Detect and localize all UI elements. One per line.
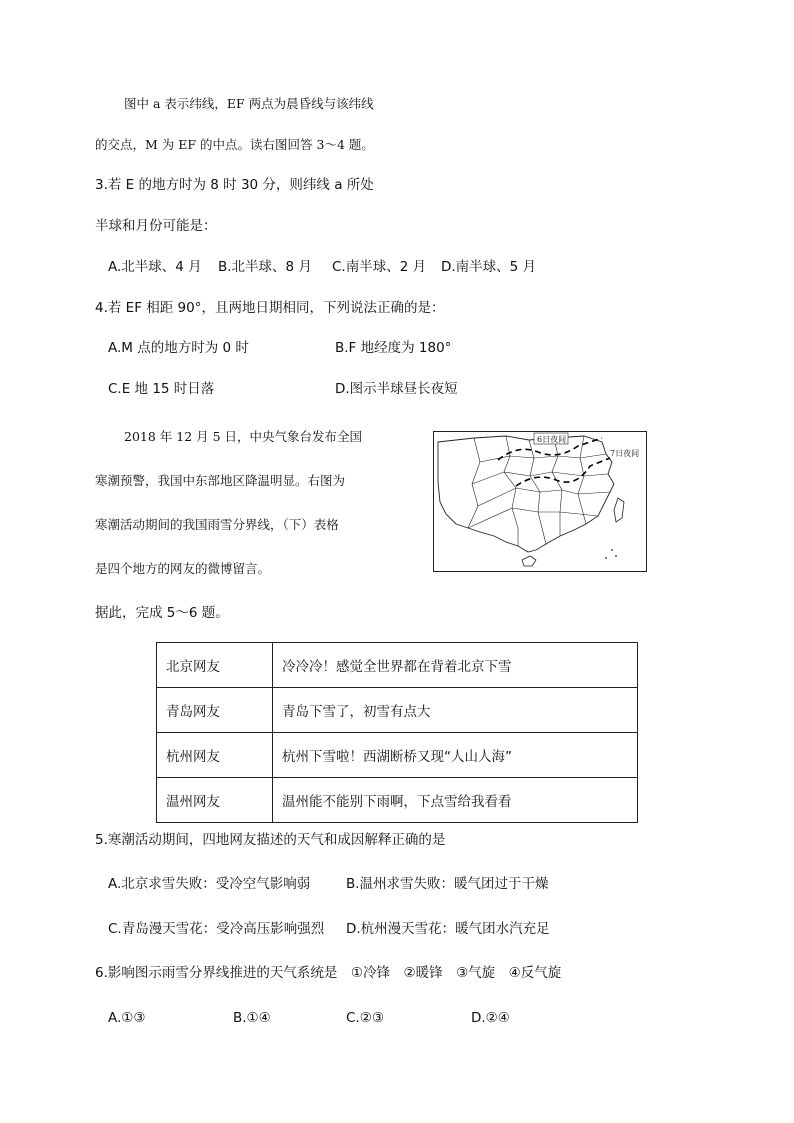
table-row bbox=[157, 733, 638, 778]
table-cell-user: 温州网友 bbox=[157, 778, 273, 823]
table-cell-user: 北京网友 bbox=[157, 643, 273, 688]
q4-option-d: D.图示半球昼长夜短 bbox=[335, 381, 458, 397]
province-border bbox=[472, 472, 608, 484]
q6-option-a: A.①③ bbox=[108, 1010, 146, 1026]
intro-q56-line5: 据此，完成 5～6 题。 bbox=[95, 605, 229, 621]
table-cell-user: 杭州网友 bbox=[157, 733, 273, 778]
table-row bbox=[157, 688, 638, 733]
label-night6: 6日夜间 bbox=[537, 435, 567, 444]
table-cell-message: 青岛下雪了，初雪有点大 bbox=[273, 688, 638, 733]
q6-option-b: B.①④ bbox=[233, 1010, 271, 1026]
q6-option-d: D.②④ bbox=[471, 1010, 510, 1026]
q3-option-b: B.北半球、8 月 bbox=[218, 259, 312, 275]
table-cell-message: 温州能不能别下雨啊，下点雪给我看看 bbox=[273, 778, 638, 823]
q4-stem: 4.若 EF 相距 90°，且两地日期相同，下列说法正确的是： bbox=[95, 300, 445, 316]
hainan-island bbox=[522, 556, 536, 566]
boundary-line-night7 bbox=[516, 458, 610, 486]
q6-option-c: C.②③ bbox=[346, 1010, 384, 1026]
weibo-messages-table bbox=[156, 642, 638, 823]
intro-q56-line2: 寒潮预警，我国中东部地区降温明显。右图为 bbox=[95, 473, 346, 488]
table-cell-message: 冷冷冷！感觉全世界都在背着北京下雪 bbox=[273, 643, 638, 688]
taiwan-island bbox=[614, 498, 624, 522]
q3-option-c: C.南半球、2 月 bbox=[332, 259, 427, 275]
q5-option-d: D.杭州漫天雪花：暖气团水汽充足 bbox=[346, 921, 550, 937]
intro-q56-line1: 2018 年 12 月 5 日，中央气象台发布全国 bbox=[124, 429, 363, 444]
table-cell-message: 杭州下雪啦！西湖断桥又现“人山人海” bbox=[273, 733, 638, 778]
intro-q34-line1: 图中 a 表示纬线，EF 两点为晨昏线与该纬线 bbox=[124, 96, 374, 111]
intro-q56-line4: 是四个地方的网友的微博留言。 bbox=[95, 561, 271, 576]
q6-stem: 6.影响图示雨雪分界线推进的天气系统是 ①冷锋 ②暖锋 ③气旋 ④反气旋 bbox=[95, 965, 562, 981]
province-border bbox=[468, 508, 598, 528]
q3-stem-line2: 半球和月份可能是： bbox=[95, 218, 217, 234]
q5-stem: 5.寒潮活动期间，四地网友描述的天气和成因解释正确的是 bbox=[95, 832, 446, 848]
q5-option-c: C.青岛漫天雪花：受冷高压影响强烈 bbox=[108, 921, 325, 937]
province-border bbox=[480, 454, 606, 462]
island-dot bbox=[615, 555, 617, 557]
q3-option-d: D.南半球、5 月 bbox=[441, 259, 537, 275]
q5-option-a: A.北京求雪失败：受冷空气影响弱 bbox=[108, 876, 311, 892]
province-border bbox=[552, 438, 562, 536]
q4-option-a: A.M 点的地方时为 0 时 bbox=[108, 340, 249, 356]
mainland-outline bbox=[438, 436, 614, 552]
q5-option-b: B.温州求雪失败：暖气团过于干燥 bbox=[346, 876, 549, 892]
intro-q34-line2: 的交点，M 为 EF 的中点。读右图回答 3～4 题。 bbox=[95, 137, 374, 152]
q3-stem-line1: 3.若 E 的地方时为 8 时 30 分，则纬线 a 所处 bbox=[95, 177, 374, 193]
q3-option-a: A.北半球、4 月 bbox=[108, 259, 202, 275]
province-border bbox=[478, 488, 610, 506]
q4-option-c: C.E 地 15 时日落 bbox=[108, 381, 215, 397]
province-border bbox=[578, 436, 586, 524]
rain-snow-boundary-map bbox=[433, 431, 647, 572]
island-dot bbox=[605, 557, 607, 559]
china-map-svg bbox=[434, 432, 646, 571]
table-cell-user: 青岛网友 bbox=[157, 688, 273, 733]
table-row bbox=[157, 643, 638, 688]
label-night7: 7日夜间 bbox=[610, 449, 640, 458]
island-dot bbox=[611, 549, 613, 551]
intro-q56-line3: 寒潮活动期间的我国雨雪分界线，（下）表格 bbox=[95, 517, 339, 532]
table-row bbox=[157, 778, 638, 823]
q4-option-b: B.F 地经度为 180° bbox=[335, 340, 452, 356]
province-border bbox=[529, 440, 546, 544]
